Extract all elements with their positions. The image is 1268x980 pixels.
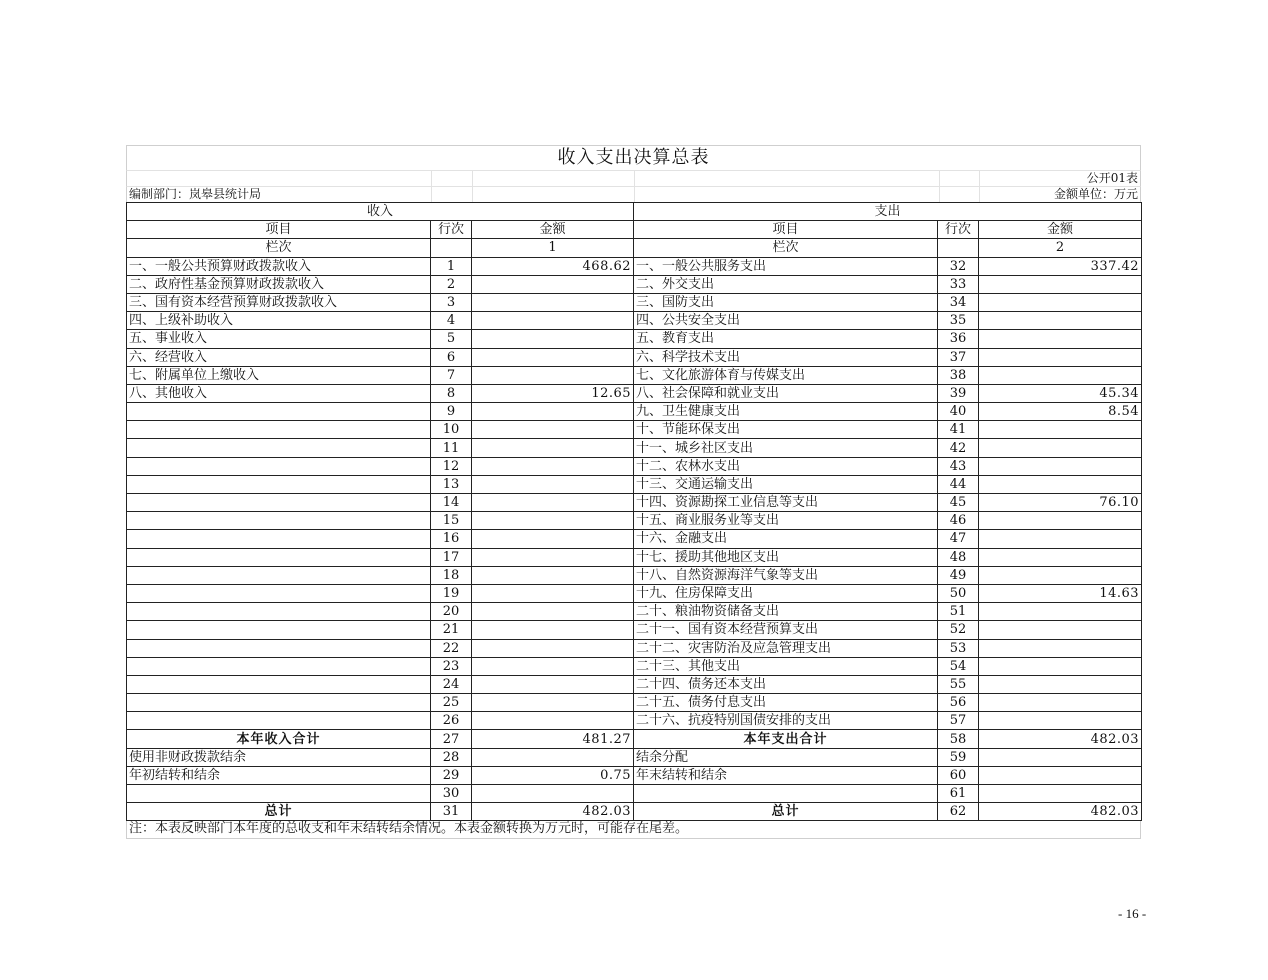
cell-ex-name: 十七、援助其他地区支出: [634, 548, 938, 566]
table-row: [127, 694, 1142, 712]
cell-ex-no: 51: [938, 603, 979, 621]
cell-in-amt: [472, 275, 634, 293]
cell-ex-amt: [979, 457, 1142, 475]
cell-in-no: 17: [431, 548, 472, 566]
cell-ex-amt: 14.63: [979, 584, 1142, 602]
cell-ex-name: 二、外交支出: [634, 275, 938, 293]
cell-in-amt: [472, 475, 634, 493]
cell-ex-no: 34: [938, 293, 979, 311]
department-label: 编制部门：岚皋县统计局: [129, 187, 262, 201]
cell-in-name: [127, 675, 431, 693]
cell-ex-amt: 8.54: [979, 403, 1142, 421]
cell-in-amt: [472, 293, 634, 311]
income-col-number: 1: [472, 239, 634, 257]
cell-in-amt: [472, 657, 634, 675]
budget-table: [126, 202, 1142, 821]
table-row: 使用非财政拨款结余 28 结余分配 59: [127, 748, 1142, 766]
grand-expense-amount: 482.03: [979, 803, 1142, 821]
cell-ex-no: 36: [938, 330, 979, 348]
cell-ex-no: 53: [938, 639, 979, 657]
cell-in-no: 23: [431, 657, 472, 675]
cell-in-name: 四、上级补助收入: [127, 312, 431, 330]
cell-ex-name: 六、科学技术支出: [634, 348, 938, 366]
cell-ex-no: 37: [938, 348, 979, 366]
cell-in-name: [127, 512, 431, 530]
cell-in-amt: [472, 330, 634, 348]
cell-in-no: 6: [431, 348, 472, 366]
cell-in-name: 二、政府性基金预算财政拨款收入: [127, 275, 431, 293]
cell-in-name: 一、一般公共预算财政拨款收入: [127, 257, 431, 275]
cell-in-amt: 12.65: [472, 384, 634, 402]
cell-ex-name: 十八、自然资源海洋气象等支出: [634, 566, 938, 584]
cell-ex-no: 57: [938, 712, 979, 730]
cell-ex-no: 55: [938, 675, 979, 693]
table-row: 30 61: [127, 785, 1142, 803]
expense-row-header: 行次: [938, 221, 979, 239]
column-number-row: [127, 239, 1142, 257]
grand-total-row: 总计 31 482.03 总计 62 482.03: [127, 803, 1142, 821]
income-item-header: 项目: [127, 221, 431, 239]
cell-in-no: 24: [431, 675, 472, 693]
income-amount-header: 金额: [472, 221, 634, 239]
cell-ex-name: 二十二、灾害防治及应急管理支出: [634, 639, 938, 657]
cell-ex-no: 54: [938, 657, 979, 675]
cell-in-no: 2: [431, 275, 472, 293]
cell-in-name: [127, 639, 431, 657]
cell-in-no: 16: [431, 530, 472, 548]
table-row: [127, 275, 1142, 293]
table-row: [127, 439, 1142, 457]
table-row: [127, 657, 1142, 675]
footnote: 注：本表反映部门本年度的总收支和年末结转结余情况。本表金额转换为万元时，可能存在尾差。: [126, 821, 1141, 839]
cell-ex-no: 33: [938, 275, 979, 293]
cell-ex-amt: 337.42: [979, 257, 1142, 275]
report-title: 收入支出决算总表: [126, 145, 1141, 170]
cell-in-no: 25: [431, 694, 472, 712]
cell-in-name: [127, 457, 431, 475]
cell-in-amt: [472, 312, 634, 330]
table-row: [127, 366, 1142, 384]
expense-total-amount: 482.03: [979, 730, 1142, 748]
income-total-amount: 481.27: [472, 730, 634, 748]
cell-ex-name: 二十六、抗疫特别国债安排的支出: [634, 712, 938, 730]
cell-in-name: [127, 475, 431, 493]
cell-in-name: 三、国有资本经营预算财政拨款收入: [127, 293, 431, 311]
cell-ex-name: 八、社会保障和就业支出: [634, 384, 938, 402]
cell-in-amt: [472, 712, 634, 730]
table-row: [127, 512, 1142, 530]
grand-income-amount: 482.03: [472, 803, 634, 821]
cell-in-amt: 468.62: [472, 257, 634, 275]
cell-in-no: 3: [431, 293, 472, 311]
cell-in-name: 七、附属单位上缴收入: [127, 366, 431, 384]
income-lanci: 栏次: [127, 239, 431, 257]
cell-in-no: 1: [431, 257, 472, 275]
table-row: [127, 566, 1142, 584]
table-row: [127, 639, 1142, 657]
grand-income-label: 总计: [127, 803, 431, 821]
cell-in-name: [127, 584, 431, 602]
cell-ex-name: 十二、农林水支出: [634, 457, 938, 475]
cell-ex-no: 32: [938, 257, 979, 275]
cell-ex-amt: [979, 657, 1142, 675]
cell-in-no: 4: [431, 312, 472, 330]
table-row: [127, 403, 1142, 421]
cell-ex-name: 十六、金融支出: [634, 530, 938, 548]
cell-ex-name: 十一、城乡社区支出: [634, 439, 938, 457]
cell-ex-name: 二十、粮油物资储备支出: [634, 603, 938, 621]
cell-in-amt: [472, 694, 634, 712]
cell-ex-no: 41: [938, 421, 979, 439]
cell-in-no: 7: [431, 366, 472, 384]
expense-col-number: 2: [979, 239, 1142, 257]
cell-ex-amt: [979, 439, 1142, 457]
cell-in-no: 8: [431, 384, 472, 402]
cell-in-name: 八、其他收入: [127, 384, 431, 402]
cell-in-amt: [472, 639, 634, 657]
cell-in-name: [127, 657, 431, 675]
cell-ex-no: 38: [938, 366, 979, 384]
cell-ex-amt: [979, 566, 1142, 584]
cell-in-no: 22: [431, 639, 472, 657]
cell-in-name: [127, 621, 431, 639]
cell-ex-name: 十、节能环保支出: [634, 421, 938, 439]
income-total-label: 本年收入合计: [127, 730, 431, 748]
table-row: [127, 257, 1142, 275]
annual-total-row: 本年收入合计 27 481.27 本年支出合计 58 482.03: [127, 730, 1142, 748]
section-header-row: [127, 203, 1142, 221]
cell-in-amt: [472, 530, 634, 548]
cell-ex-amt: 76.10: [979, 494, 1142, 512]
cell-ex-amt: [979, 548, 1142, 566]
form-number: 公开01表: [1086, 171, 1138, 185]
cell-in-no: 5: [431, 330, 472, 348]
cell-ex-no: 42: [938, 439, 979, 457]
cell-ex-no: 50: [938, 584, 979, 602]
income-header: 收入: [127, 203, 634, 221]
cell-ex-name: 三、国防支出: [634, 293, 938, 311]
cell-in-no: 9: [431, 403, 472, 421]
table-row: [127, 548, 1142, 566]
cell-ex-name: 十九、住房保障支出: [634, 584, 938, 602]
cell-ex-no: 47: [938, 530, 979, 548]
table-row: [127, 384, 1142, 402]
expense-lanci: 栏次: [634, 239, 938, 257]
table-row: [127, 584, 1142, 602]
expense-header: 支出: [634, 203, 1142, 221]
cell-in-no: 26: [431, 712, 472, 730]
cell-ex-name: 十四、资源勘探工业信息等支出: [634, 494, 938, 512]
meta-row: [126, 186, 1141, 202]
cell-ex-name: 二十四、债务还本支出: [634, 675, 938, 693]
cell-ex-name: 二十五、债务付息支出: [634, 694, 938, 712]
cell-ex-amt: [979, 330, 1142, 348]
cell-in-no: 10: [431, 421, 472, 439]
cell-in-no: 15: [431, 512, 472, 530]
cell-in-no: 21: [431, 621, 472, 639]
cell-in-name: 五、事业收入: [127, 330, 431, 348]
cell-ex-name: 九、卫生健康支出: [634, 403, 938, 421]
cell-in-amt: [472, 512, 634, 530]
unit-label: 金额单位：万元: [1053, 187, 1138, 201]
cell-ex-amt: [979, 694, 1142, 712]
table-row: [127, 421, 1142, 439]
table-row: [127, 312, 1142, 330]
cell-ex-no: 45: [938, 494, 979, 512]
cell-in-amt: [472, 457, 634, 475]
cell-in-no: 19: [431, 584, 472, 602]
cell-in-no: 18: [431, 566, 472, 584]
cell-ex-amt: [979, 530, 1142, 548]
cell-in-name: 六、经营收入: [127, 348, 431, 366]
cell-ex-name: 十五、商业服务业等支出: [634, 512, 938, 530]
table-row: [127, 293, 1142, 311]
report-sheet: [126, 145, 1141, 839]
table-row: [127, 475, 1142, 493]
table-row: [127, 603, 1142, 621]
cell-in-amt: [472, 366, 634, 384]
table-row: [127, 530, 1142, 548]
cell-ex-amt: [979, 712, 1142, 730]
cell-in-no: 11: [431, 439, 472, 457]
cell-ex-amt: [979, 475, 1142, 493]
table-row: [127, 457, 1142, 475]
cell-in-no: 13: [431, 475, 472, 493]
cell-ex-no: 39: [938, 384, 979, 402]
cell-ex-no: 40: [938, 403, 979, 421]
cell-in-amt: [472, 403, 634, 421]
page-number: - 16 -: [1118, 906, 1147, 921]
cell-in-no: 20: [431, 603, 472, 621]
grand-expense-label: 总计: [634, 803, 938, 821]
cell-in-name: [127, 548, 431, 566]
cell-ex-amt: [979, 275, 1142, 293]
cell-in-no: 12: [431, 457, 472, 475]
cell-ex-name: 二十三、其他支出: [634, 657, 938, 675]
cell-in-amt: [472, 675, 634, 693]
cell-ex-no: 49: [938, 566, 979, 584]
cell-in-name: [127, 603, 431, 621]
cell-ex-no: 56: [938, 694, 979, 712]
cell-ex-no: 46: [938, 512, 979, 530]
cell-in-amt: [472, 494, 634, 512]
cell-ex-amt: [979, 293, 1142, 311]
cell-in-name: [127, 439, 431, 457]
cell-ex-amt: [979, 512, 1142, 530]
cell-in-name: [127, 566, 431, 584]
cell-ex-name: 四、公共安全支出: [634, 312, 938, 330]
cell-ex-name: 五、教育支出: [634, 330, 938, 348]
cell-in-no: 14: [431, 494, 472, 512]
table-row: [127, 712, 1142, 730]
cell-ex-amt: [979, 312, 1142, 330]
table-row: [127, 330, 1142, 348]
cell-in-amt: [472, 566, 634, 584]
cell-in-name: [127, 694, 431, 712]
cell-in-amt: [472, 621, 634, 639]
table-row: [127, 494, 1142, 512]
table-row: [127, 348, 1142, 366]
table-row: 年初结转和结余 29 0.75 年末结转和结余 60: [127, 766, 1142, 784]
cell-in-name: [127, 530, 431, 548]
cell-ex-name: 七、文化旅游体育与传媒支出: [634, 366, 938, 384]
cell-ex-amt: [979, 366, 1142, 384]
cell-ex-name: 十三、交通运输支出: [634, 475, 938, 493]
cell-in-amt: [472, 603, 634, 621]
cell-ex-no: 44: [938, 475, 979, 493]
cell-ex-no: 48: [938, 548, 979, 566]
cell-ex-name: 二十一、国有资本经营预算支出: [634, 621, 938, 639]
cell-in-amt: [472, 421, 634, 439]
cell-ex-no: 35: [938, 312, 979, 330]
cell-in-amt: [472, 348, 634, 366]
cell-ex-amt: [979, 639, 1142, 657]
expense-item-header: 项目: [634, 221, 938, 239]
cell-ex-amt: [979, 421, 1142, 439]
cell-in-name: [127, 494, 431, 512]
cell-in-name: [127, 421, 431, 439]
table-row: [127, 621, 1142, 639]
cell-ex-amt: [979, 675, 1142, 693]
cell-ex-no: 52: [938, 621, 979, 639]
cell-ex-amt: [979, 348, 1142, 366]
table-row: [127, 675, 1142, 693]
column-header-row: [127, 221, 1142, 239]
cell-ex-no: 43: [938, 457, 979, 475]
cell-in-amt: [472, 584, 634, 602]
cell-in-amt: [472, 439, 634, 457]
cell-in-name: [127, 403, 431, 421]
cell-in-amt: [472, 548, 634, 566]
cell-ex-amt: [979, 621, 1142, 639]
expense-amount-header: 金额: [979, 221, 1142, 239]
income-row-header: 行次: [431, 221, 472, 239]
cell-ex-name: 一、一般公共服务支出: [634, 257, 938, 275]
cell-ex-amt: 45.34: [979, 384, 1142, 402]
form-number-row: [126, 170, 1141, 186]
expense-total-label: 本年支出合计: [634, 730, 938, 748]
cell-in-name: [127, 712, 431, 730]
cell-ex-amt: [979, 603, 1142, 621]
